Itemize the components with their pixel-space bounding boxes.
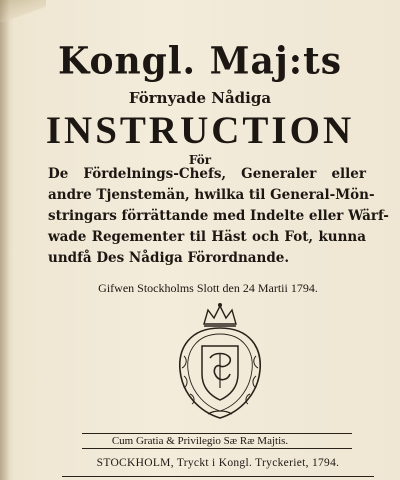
body-line-3: stringars förrättande med Indelte eller Wärf- — [48, 208, 389, 224]
body-line-5: undfå Des Nådiga Förordnande. — [48, 250, 290, 266]
imprint-line: STOCKHOLM, Tryckt i Kongl. Tryckeriet, 1794. — [96, 457, 340, 469]
body-line-4: wade Regementer til Häst och Fot, kunna — [48, 229, 366, 245]
privilege-line: Cum Gratia & Privilegio Sæ Ræ Majtis. — [111, 435, 289, 447]
body-line-2: andre Tjenstemän, hwilka til General-Mön- — [48, 187, 375, 203]
body-line-1: De Fördelnings-Chefs, Generaler eller — [48, 166, 366, 182]
divider-top — [82, 433, 352, 434]
divider-bottom — [62, 476, 374, 477]
royal-emblem-icon — [162, 302, 278, 422]
title-line-2: Förnyade Nådiga — [128, 89, 272, 107]
title-line-3: INSTRUCTION — [45, 109, 355, 152]
title-line-1: Kongl. Maj:ts — [58, 38, 342, 84]
divider-middle — [82, 448, 352, 449]
given-line: Gifwen Stockholms Slott den 24 Martii 1794. — [98, 281, 318, 295]
title-line-4: För — [188, 153, 212, 167]
